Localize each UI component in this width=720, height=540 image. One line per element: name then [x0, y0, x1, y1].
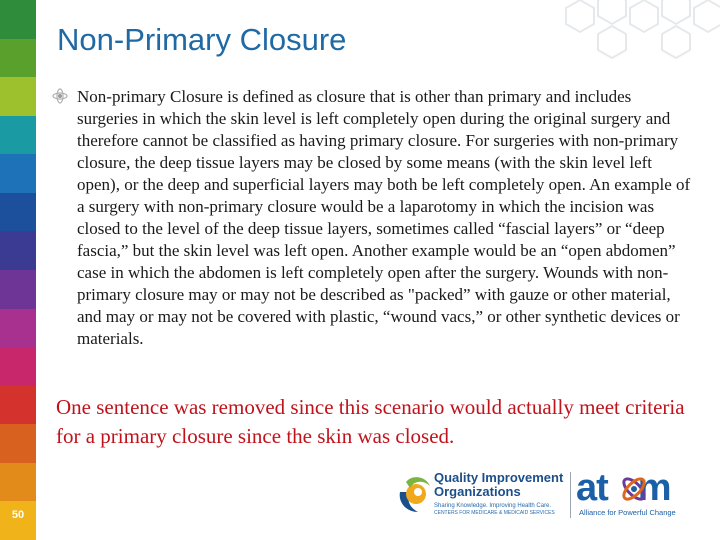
atom-symbol-icon: [619, 474, 649, 504]
strip-block: [0, 347, 36, 386]
slide-number: 50: [11, 509, 25, 521]
slide-title: Non-Primary Closure: [57, 22, 347, 57]
logo-divider: [570, 472, 571, 518]
atom-tagline: Alliance for Powerful Change: [579, 508, 676, 517]
hexagon-decoration: [560, 0, 720, 60]
definition-paragraph: Non-primary Closure is defined as closure that is other than primary and includes surgeries in which the skin level is left completely open during the original surgery and therefore cannot be classified as having primary closure. For surgeries with non-primary closure, the deep tissue layers may be closed by some means (with the skin level left open), or the deep and superficial layers may both be left completely open. An example of a surgery with non-primary closure would be a laparotomy in which the incision was closed to the level of the deep tissue layers, sometimes called “fascial layers” or “deep fascia,” but the skin level was left open. Another example would be an “open abdomen” case in which the abdomen is left completely open after the surgery. Wounds with non-primary closure may or may not be described as "packed” with gauze or other material, and may or may not be covered with plastic, “wound vacs,” or other synthetic devices or materials.: [77, 87, 691, 348]
strip-block: [0, 39, 36, 78]
strip-block: [0, 0, 36, 39]
atom-logo: [576, 466, 706, 522]
qio-logo-icon: [392, 472, 436, 516]
qio-logo: [392, 468, 567, 522]
strip-block: [0, 193, 36, 232]
strip-block: [0, 116, 36, 155]
color-strip: [0, 0, 36, 540]
strip-block: [0, 231, 36, 270]
removal-note: One sentence was removed since this scenario would actually meet criteria for a primary closure since the skin was closed.: [56, 395, 685, 448]
atom-word-m: m: [637, 467, 671, 509]
qio-name-line2: Organizations: [434, 484, 521, 499]
strip-block: [0, 309, 36, 348]
qio-name-line1: Quality Improvement: [434, 470, 564, 485]
atom-bullet-icon: [52, 88, 68, 104]
atom-word-a: at: [576, 467, 608, 509]
qio-cms: CENTERS FOR MEDICARE & MEDICAID SERVICES: [434, 510, 555, 516]
strip-block: [0, 386, 36, 425]
qio-tagline: Sharing Knowledge. Improving Health Care.: [434, 503, 552, 509]
strip-block: [0, 77, 36, 116]
strip-block: [0, 424, 36, 463]
strip-block: [0, 154, 36, 193]
strip-block: [0, 270, 36, 309]
strip-block: [0, 463, 36, 502]
